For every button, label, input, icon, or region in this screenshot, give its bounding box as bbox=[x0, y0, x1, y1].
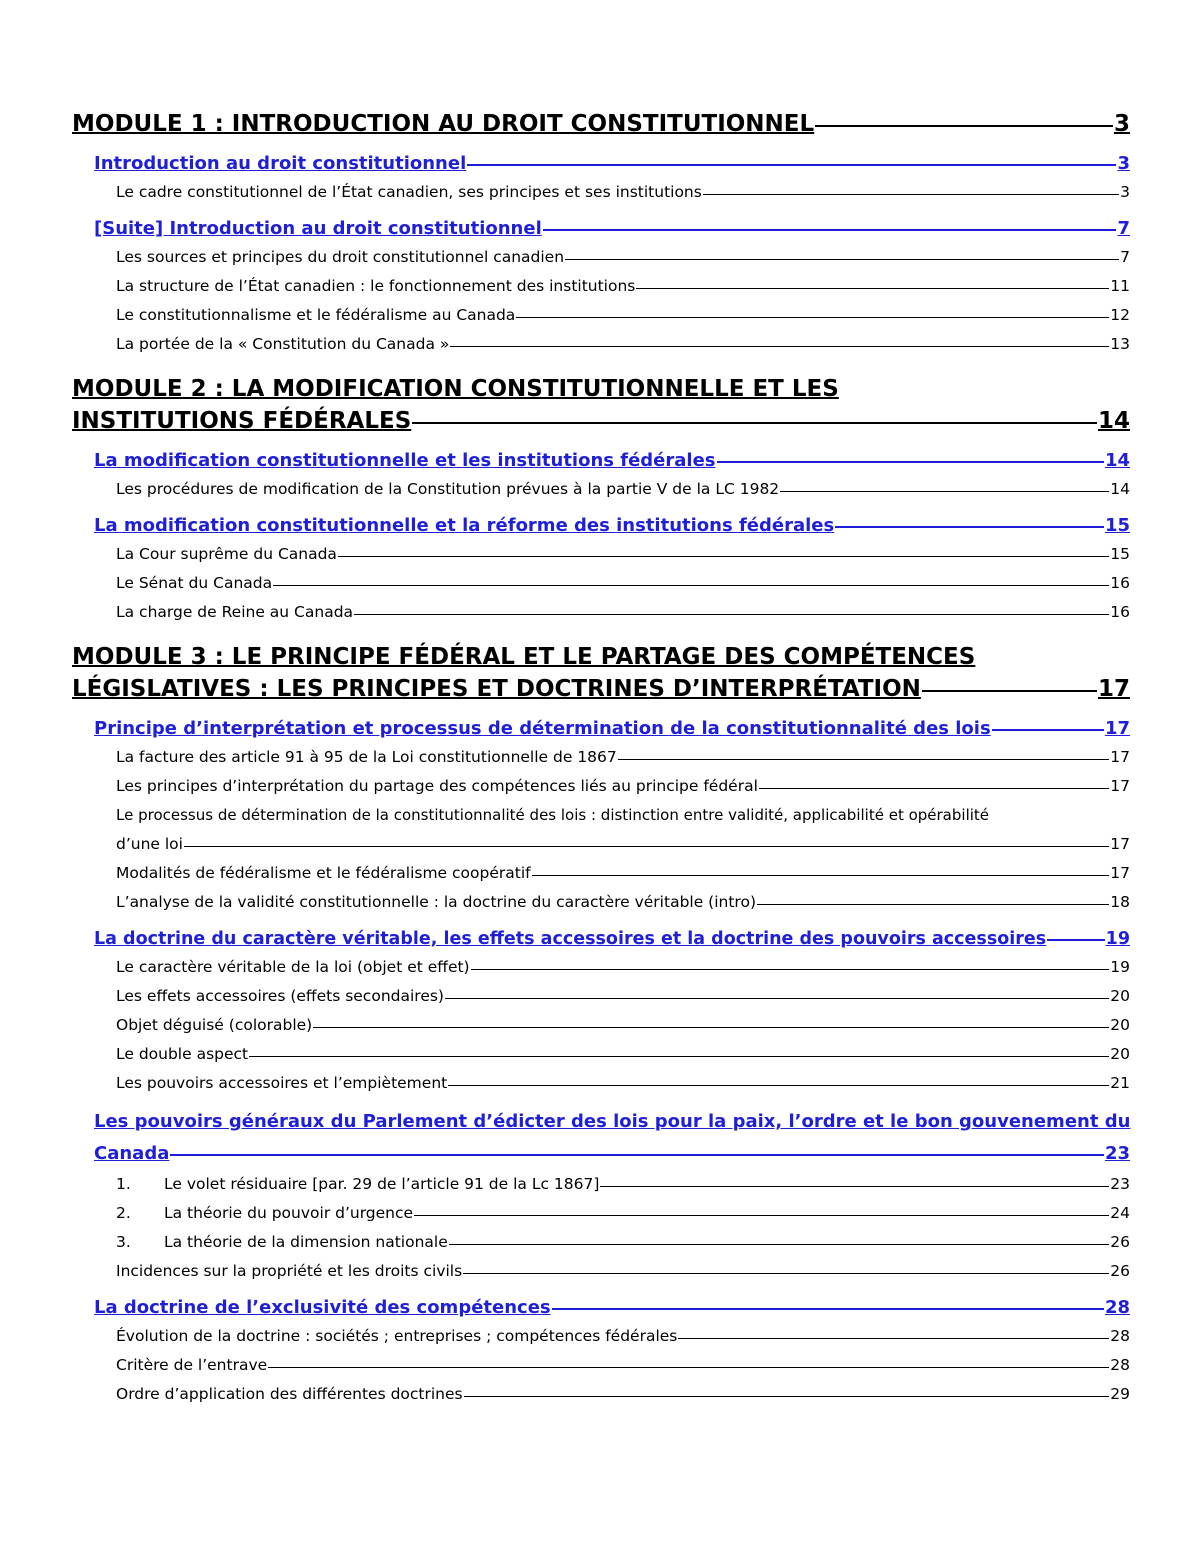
toc-page-number: 17 bbox=[1110, 777, 1130, 795]
toc-entry-title: Les sources et principes du droit constitutionnel canadien bbox=[116, 248, 565, 266]
toc-page-number: 17 bbox=[1110, 835, 1130, 853]
toc-leader bbox=[552, 1308, 1104, 1310]
toc-page-number: 3 bbox=[1113, 111, 1130, 137]
table-of-contents bbox=[72, 108, 1130, 1409]
toc-page-number: 18 bbox=[1110, 893, 1130, 911]
toc-page-number: 23 bbox=[1104, 1143, 1130, 1164]
toc-leader bbox=[445, 998, 1109, 999]
toc-page-number: 14 bbox=[1110, 480, 1130, 498]
toc-page-number: 20 bbox=[1110, 987, 1130, 1005]
toc-page-number: 23 bbox=[1110, 1175, 1130, 1193]
toc-leader bbox=[600, 1186, 1109, 1187]
toc-page-number: 19 bbox=[1105, 929, 1130, 949]
toc-leader bbox=[449, 1244, 1110, 1245]
toc-section-title: La doctrine de l’exclusivité des compétences bbox=[94, 1297, 551, 1318]
toc-page-number: 24 bbox=[1110, 1204, 1130, 1222]
toc-leader bbox=[313, 1027, 1109, 1028]
toc-section-title: Introduction au droit constitutionnel bbox=[94, 153, 467, 174]
toc-entry[interactable] bbox=[116, 243, 1130, 272]
toc-entry[interactable] bbox=[116, 272, 1130, 301]
toc-entry[interactable] bbox=[116, 1040, 1130, 1069]
toc-entry-title: Les principes d’interprétation du partage des compétences liés au principe fédéral bbox=[116, 777, 758, 795]
toc-leader bbox=[412, 422, 1097, 424]
toc-leader bbox=[636, 288, 1109, 289]
toc-leader bbox=[532, 875, 1110, 876]
toc-entry[interactable] bbox=[116, 330, 1130, 359]
toc-leader bbox=[471, 969, 1110, 970]
toc-section-reforme-institutions[interactable] bbox=[94, 512, 1130, 540]
toc-leader bbox=[703, 194, 1119, 195]
toc-numbered-entry[interactable] bbox=[116, 1199, 1130, 1228]
toc-page-number: 26 bbox=[1110, 1262, 1130, 1280]
toc-entry-title: La structure de l’État canadien : le fonctionnement des institutions bbox=[116, 277, 636, 295]
toc-leader bbox=[463, 1273, 1109, 1274]
toc-entry-title: Incidences sur la propriété et les droits civils bbox=[116, 1262, 463, 1280]
toc-page-number: 17 bbox=[1104, 718, 1130, 739]
toc-entry[interactable] bbox=[116, 953, 1130, 982]
toc-module-3[interactable] bbox=[72, 673, 1130, 705]
toc-leader bbox=[448, 1085, 1109, 1086]
toc-leader bbox=[992, 729, 1104, 731]
toc-entry-line-1[interactable]: Le processus de détermination de la constitutionnalité des lois : distinction entre validité, applicabilité et opérabilité bbox=[116, 806, 990, 824]
toc-leader bbox=[354, 614, 1109, 615]
toc-module-title: MODULE 1 : INTRODUCTION AU DROIT CONSTITUTIONNEL bbox=[72, 111, 815, 137]
toc-leader bbox=[815, 125, 1113, 127]
toc-entry[interactable] bbox=[116, 830, 1130, 859]
toc-page-number: 28 bbox=[1110, 1327, 1130, 1345]
toc-entry-title: Critère de l’entrave bbox=[116, 1356, 268, 1374]
toc-page-number: 17 bbox=[1097, 676, 1130, 702]
toc-page-number: 15 bbox=[1110, 545, 1130, 563]
toc-entry[interactable] bbox=[116, 598, 1130, 627]
toc-leader bbox=[338, 556, 1109, 557]
toc-entry-text: Le volet résiduaire [par. 29 de l’article 91 de la Lc 1867] bbox=[164, 1175, 600, 1193]
toc-page-number: 19 bbox=[1110, 958, 1130, 976]
toc-module-title: LÉGISLATIVES : LES PRINCIPES ET DOCTRINES D’INTERPRÉTATION bbox=[72, 676, 921, 702]
toc-leader bbox=[273, 585, 1109, 586]
toc-page-number: 20 bbox=[1110, 1016, 1130, 1034]
toc-section-modification-institutions[interactable] bbox=[94, 447, 1130, 475]
toc-entry[interactable] bbox=[116, 888, 1130, 917]
toc-module-2[interactable] bbox=[72, 405, 1130, 437]
toc-page-number: 26 bbox=[1110, 1233, 1130, 1251]
toc-page-number: 20 bbox=[1110, 1045, 1130, 1063]
toc-page-number: 13 bbox=[1110, 335, 1130, 353]
toc-page-number: 3 bbox=[1120, 183, 1130, 201]
toc-entry-title: Évolution de la doctrine : sociétés ; entreprises ; compétences fédérales bbox=[116, 1327, 678, 1345]
toc-section-title: Principe d’interprétation et processus de détermination de la constitutionnalité des lois bbox=[94, 718, 991, 739]
toc-leader bbox=[450, 346, 1109, 347]
toc-entry-text: La théorie de la dimension nationale bbox=[164, 1233, 448, 1251]
toc-section-introduction[interactable] bbox=[94, 150, 1130, 178]
toc-module-2-line-1[interactable]: MODULE 2 : LA MODIFICATION CONSTITUTIONNELLE ET LES bbox=[72, 376, 839, 402]
toc-module-1[interactable] bbox=[72, 108, 1130, 140]
toc-entry-title bbox=[116, 1228, 448, 1257]
toc-section-exclusivite[interactable] bbox=[94, 1294, 1130, 1322]
toc-leader bbox=[467, 164, 1116, 166]
toc-entry[interactable] bbox=[116, 743, 1130, 772]
toc-entry-title: Le double aspect bbox=[116, 1045, 249, 1063]
toc-numbered-entry[interactable] bbox=[116, 1170, 1130, 1199]
toc-section-title: [Suite] Introduction au droit constitutionnel bbox=[94, 218, 542, 239]
toc-leader bbox=[618, 759, 1110, 760]
toc-entry[interactable] bbox=[116, 1069, 1130, 1098]
toc-entry-title: La facture des article 91 à 95 de la Loi constitutionnelle de 1867 bbox=[116, 748, 617, 766]
toc-leader bbox=[780, 491, 1109, 492]
toc-entry[interactable] bbox=[116, 1011, 1130, 1040]
toc-entry-title: La portée de la « Constitution du Canada » bbox=[116, 335, 450, 353]
toc-entry-number: 1. bbox=[116, 1175, 131, 1193]
toc-entry-title: Les procédures de modification de la Constitution prévues à la partie V de la LC 1982 bbox=[116, 480, 780, 498]
toc-entry-title: L’analyse de la validité constitutionnelle : la doctrine du caractère véritable (intro) bbox=[116, 893, 756, 911]
toc-leader bbox=[249, 1056, 1109, 1057]
toc-entry-title: Le caractère véritable de la loi (objet et effet) bbox=[116, 958, 470, 976]
toc-entry-title bbox=[116, 1170, 599, 1199]
toc-entry-text: La théorie du pouvoir d’urgence bbox=[164, 1204, 414, 1222]
toc-page-number: 7 bbox=[1117, 218, 1130, 239]
toc-leader bbox=[464, 1396, 1110, 1397]
toc-page-number: 28 bbox=[1110, 1356, 1130, 1374]
toc-entry-title: Ordre d’application des différentes doctrines bbox=[116, 1385, 463, 1403]
toc-entry[interactable] bbox=[116, 982, 1130, 1011]
toc-section-caractere-veritable[interactable] bbox=[94, 925, 1130, 953]
toc-leader bbox=[170, 1154, 1104, 1156]
toc-leader bbox=[565, 259, 1119, 260]
toc-entry-title: Objet déguisé (colorable) bbox=[116, 1016, 313, 1034]
toc-page-number: 17 bbox=[1110, 748, 1130, 766]
toc-section-title: La doctrine du caractère véritable, les effets accessoires et la doctrine des pouvoirs accessoires bbox=[94, 929, 1047, 949]
toc-entry[interactable] bbox=[116, 1322, 1130, 1351]
toc-leader bbox=[759, 788, 1109, 789]
toc-entry-number: 2. bbox=[116, 1204, 131, 1222]
toc-leader bbox=[1047, 939, 1104, 941]
toc-entry-title: Les pouvoirs accessoires et l’empiètement bbox=[116, 1074, 448, 1092]
toc-entry-title: Le Sénat du Canada bbox=[116, 574, 273, 592]
toc-page-number: 21 bbox=[1110, 1074, 1130, 1092]
toc-page-number: 11 bbox=[1110, 277, 1130, 295]
toc-page-number: 16 bbox=[1110, 603, 1130, 621]
toc-entry[interactable] bbox=[116, 1257, 1130, 1286]
toc-page-number: 16 bbox=[1110, 574, 1130, 592]
toc-section-title: Canada bbox=[94, 1143, 170, 1164]
toc-leader bbox=[184, 846, 1109, 847]
toc-section-title: La modification constitutionnelle et les institutions fédérales bbox=[94, 450, 716, 471]
toc-leader bbox=[516, 317, 1109, 318]
toc-module-title: INSTITUTIONS FÉDÉRALES bbox=[72, 408, 412, 434]
toc-entry-title: La Cour suprême du Canada bbox=[116, 545, 337, 563]
toc-entry[interactable] bbox=[116, 301, 1130, 330]
toc-leader bbox=[268, 1367, 1109, 1368]
toc-entry[interactable] bbox=[116, 859, 1130, 888]
toc-section-pouvoirs-generaux-line-1[interactable]: Les pouvoirs généraux du Parlement d’édicter des lois pour la paix, l’ordre et le bon gouvenement du bbox=[94, 1111, 1131, 1132]
toc-page-number: 15 bbox=[1104, 515, 1130, 536]
toc-entry-title: Les effets accessoires (effets secondaires) bbox=[116, 987, 444, 1005]
toc-entry[interactable] bbox=[116, 1380, 1130, 1409]
toc-entry-title: Le constitutionnalisme et le fédéralisme au Canada bbox=[116, 306, 516, 324]
toc-page-number: 14 bbox=[1097, 408, 1130, 434]
toc-section-suite-introduction[interactable] bbox=[94, 215, 1130, 243]
toc-entry-title: Modalités de fédéralisme et le fédéralisme coopératif bbox=[116, 864, 531, 882]
toc-section-pouvoirs-generaux[interactable] bbox=[94, 1138, 1130, 1170]
toc-leader bbox=[717, 461, 1104, 463]
toc-entry[interactable] bbox=[116, 772, 1130, 801]
toc-leader bbox=[757, 904, 1109, 905]
toc-leader bbox=[414, 1215, 1109, 1216]
toc-entry[interactable] bbox=[116, 569, 1130, 598]
toc-leader bbox=[543, 229, 1117, 231]
toc-page-number: 29 bbox=[1110, 1385, 1130, 1403]
toc-entry-title: d’une loi bbox=[116, 835, 183, 853]
toc-page-number: 14 bbox=[1104, 450, 1130, 471]
toc-entry[interactable] bbox=[116, 1351, 1130, 1380]
toc-entry-title: La charge de Reine au Canada bbox=[116, 603, 354, 621]
toc-page-number: 7 bbox=[1120, 248, 1130, 266]
toc-module-3-line-1[interactable]: MODULE 3 : LE PRINCIPE FÉDÉRAL ET LE PARTAGE DES COMPÉTENCES bbox=[72, 644, 976, 670]
toc-section-principe-interpretation[interactable] bbox=[94, 715, 1130, 743]
toc-section-title: La modification constitutionnelle et la réforme des institutions fédérales bbox=[94, 515, 835, 536]
toc-entry-number: 3. bbox=[116, 1233, 131, 1251]
toc-entry-title: Le cadre constitutionnel de l’État canadien, ses principes et ses institutions bbox=[116, 183, 702, 201]
toc-entry[interactable] bbox=[116, 540, 1130, 569]
toc-page-number: 3 bbox=[1117, 153, 1130, 174]
toc-entry[interactable] bbox=[116, 178, 1130, 207]
toc-entry-title bbox=[116, 1199, 413, 1228]
toc-page-number: 12 bbox=[1110, 306, 1130, 324]
toc-leader bbox=[835, 526, 1104, 528]
toc-leader bbox=[922, 690, 1097, 692]
toc-entry[interactable] bbox=[116, 475, 1130, 504]
toc-page-number: 28 bbox=[1104, 1297, 1130, 1318]
toc-numbered-entry[interactable] bbox=[116, 1228, 1130, 1257]
toc-page-number: 17 bbox=[1110, 864, 1130, 882]
toc-leader bbox=[678, 1338, 1109, 1339]
